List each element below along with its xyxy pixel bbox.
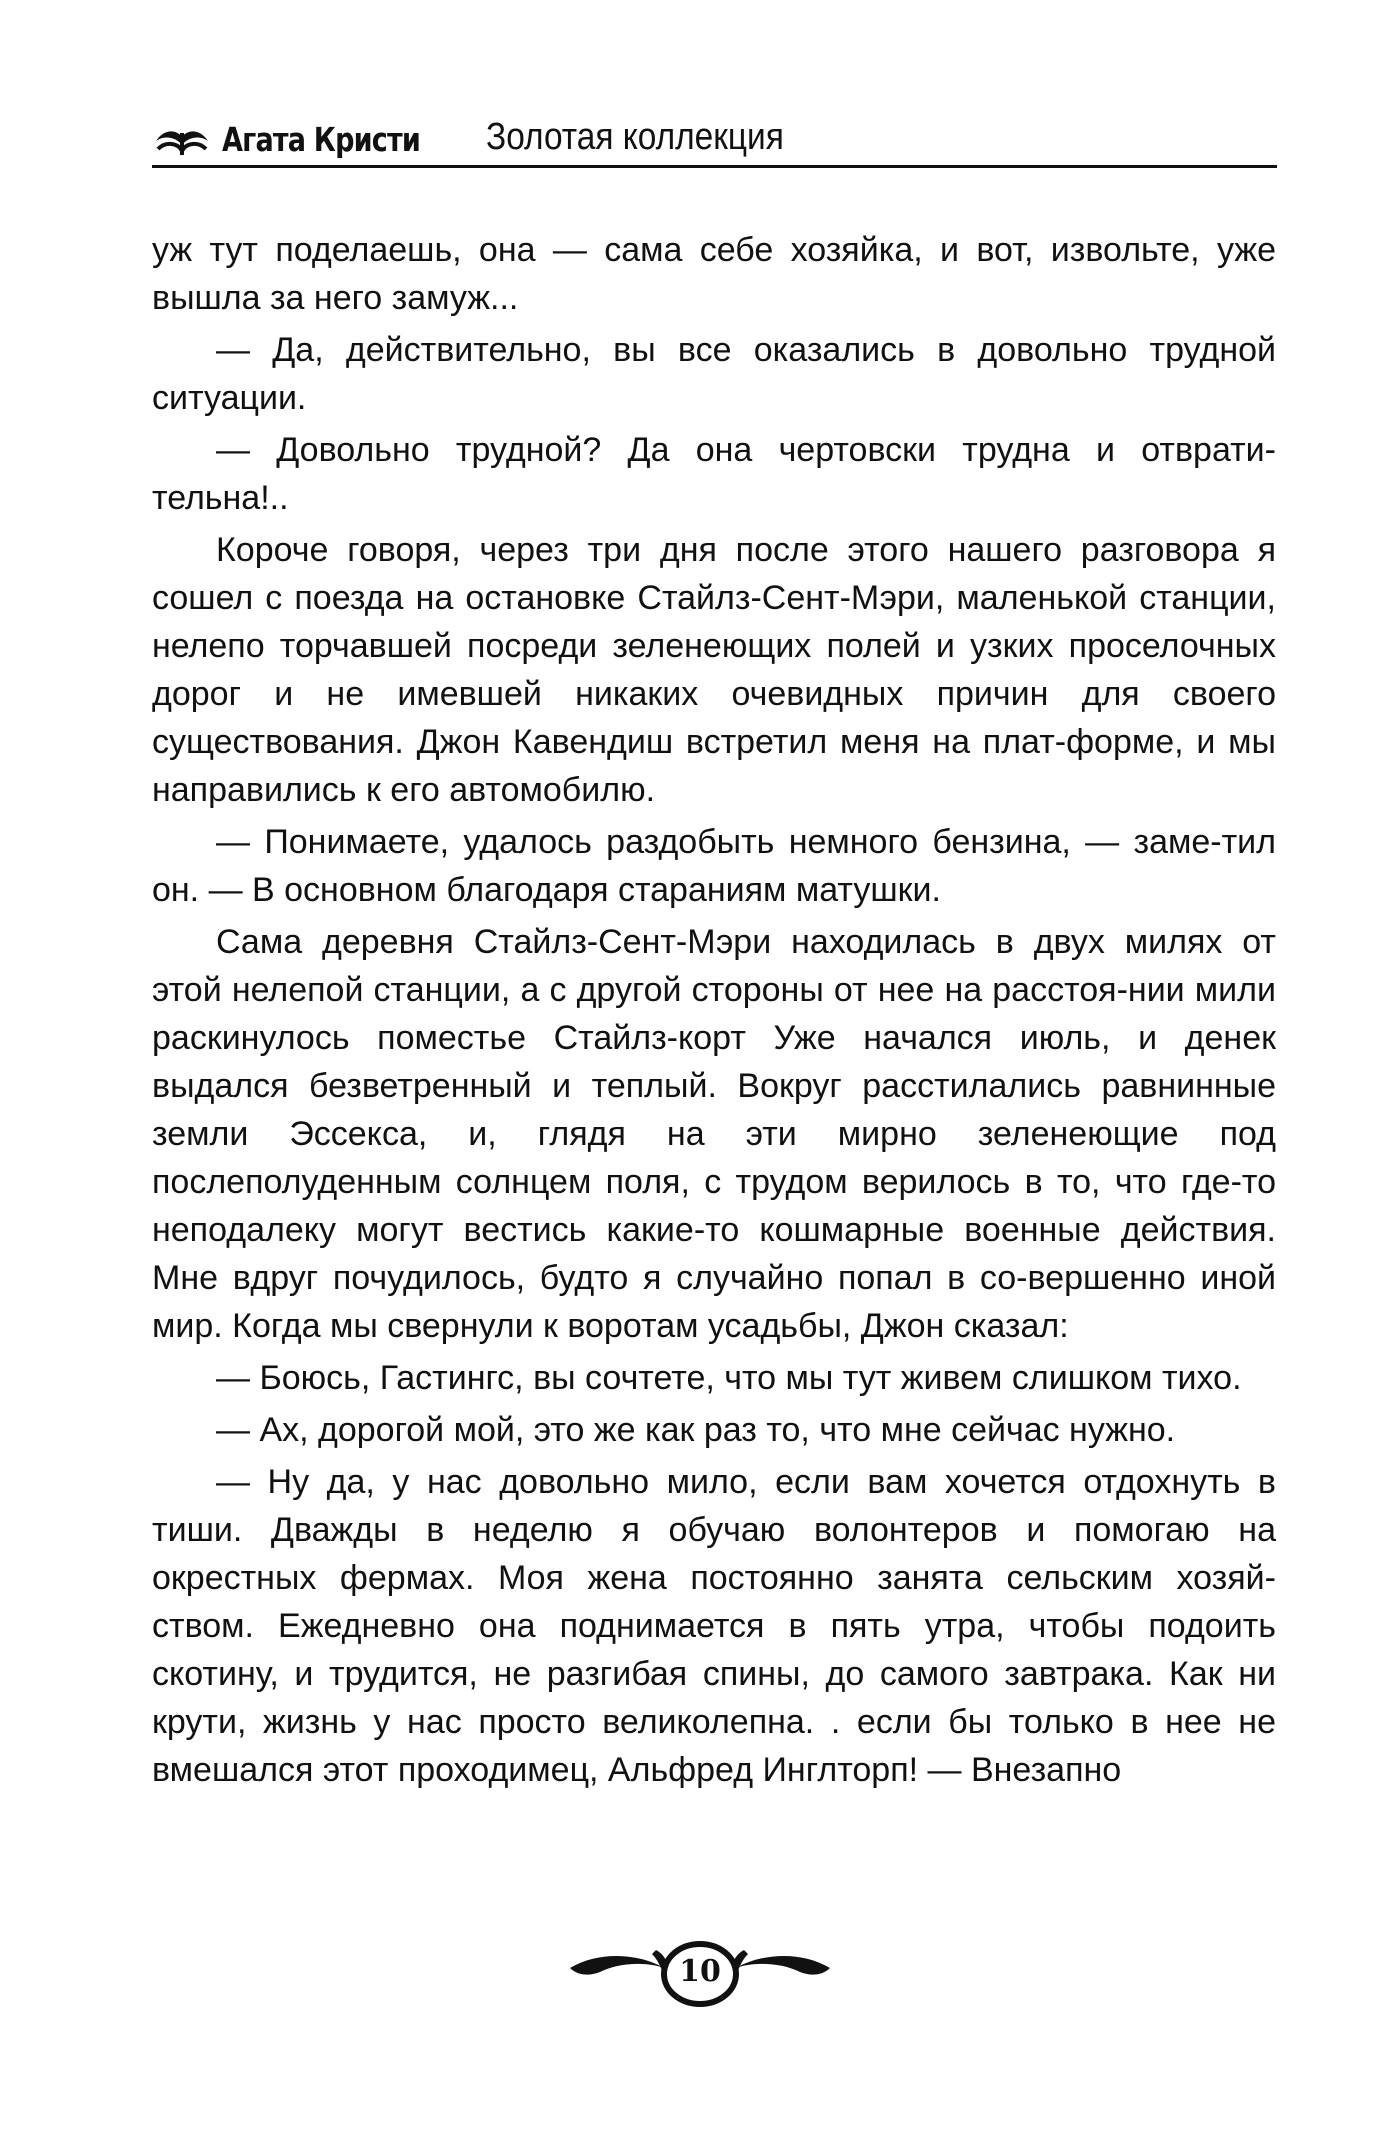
book-logo-icon — [152, 123, 212, 159]
page-footer — [560, 1928, 840, 2018]
header-series: Золотая коллекция — [486, 116, 784, 158]
paragraph: Короче говоря, через три дня после этого нашего разговора я сошел с поезда на остановке Стайлз-Сент-Мэри, маленькой станции, нелепо торчавшей посреди зеленеющих полей и узких проселочных дорог и не имевшей никаких очевидных причин для своего существования. Джон Кавендиш встретил меня на плат-форме, и мы направились к его автомобилю. — [152, 531, 1276, 809]
page-ornament-icon — [560, 1928, 840, 2018]
page-number: 10 — [679, 1954, 721, 1989]
paragraph: — Понимаете, удалось раздобыть немного бензина, — заме-тил он. — В основном благодаря стараниям матушки. — [152, 823, 1276, 909]
paragraph: уж тут поделаешь, она — сама себе хозяйка, и вот, извольте, уже вышла за него замуж... — [152, 231, 1276, 317]
header-author: Агата Кристи — [222, 120, 421, 159]
running-header — [152, 112, 1277, 168]
page-body — [152, 226, 1276, 1794]
paragraph: — Ах, дорогой мой, это же как раз то, что мне сейчас нужно. — [216, 1411, 1176, 1449]
paragraph: Сама деревня Стайлз-Сент-Мэри находилась в двух милях от этой нелепой станции, а с другой стороны от нее на расстоя-нии мили раскинулось поместье Стайлз-корт Уже начался июль, и денек выдался безветренный и теплый. Вокруг расстилались равнинные земли Эссекса, и, глядя на эти мирно зеленеющие под послеполуденным солнцем поля, с трудом верилось в то, что где-то неподалеку могут вестись какие-то кошмарные военные действия. Мне вдруг почудилось, будто я случайно попал в со-вершенно иной мир. Когда мы свернули к воротам усадьбы, Джон сказал: — [152, 923, 1276, 1345]
paragraph: — Довольно трудной? Да она чертовски трудна и отврати-тельна!.. — [152, 431, 1276, 517]
paragraph: — Да, действительно, вы все оказались в довольно трудной ситуации. — [152, 331, 1276, 417]
paragraph: — Боюсь, Гастингс, вы сочтете, что мы тут живем слишком тихо. — [216, 1359, 1242, 1397]
paragraph: — Ну да, у нас довольно мило, если вам хочется отдохнуть в тиши. Дважды в неделю я обучаю волонтеров и помогаю на окрестных фермах. Моя жена постоянно занята сельским хозяй-ством. Ежедневно она поднимается в пять утра, чтобы подоить скотину, и трудится, не разгибая спины, до самого завтрака. Как ни крути, жизнь у нас просто великолепна. . если бы только в нее не вмешался этот проходимец, Альфред Инглторп! — Внезапно — [152, 1463, 1276, 1789]
